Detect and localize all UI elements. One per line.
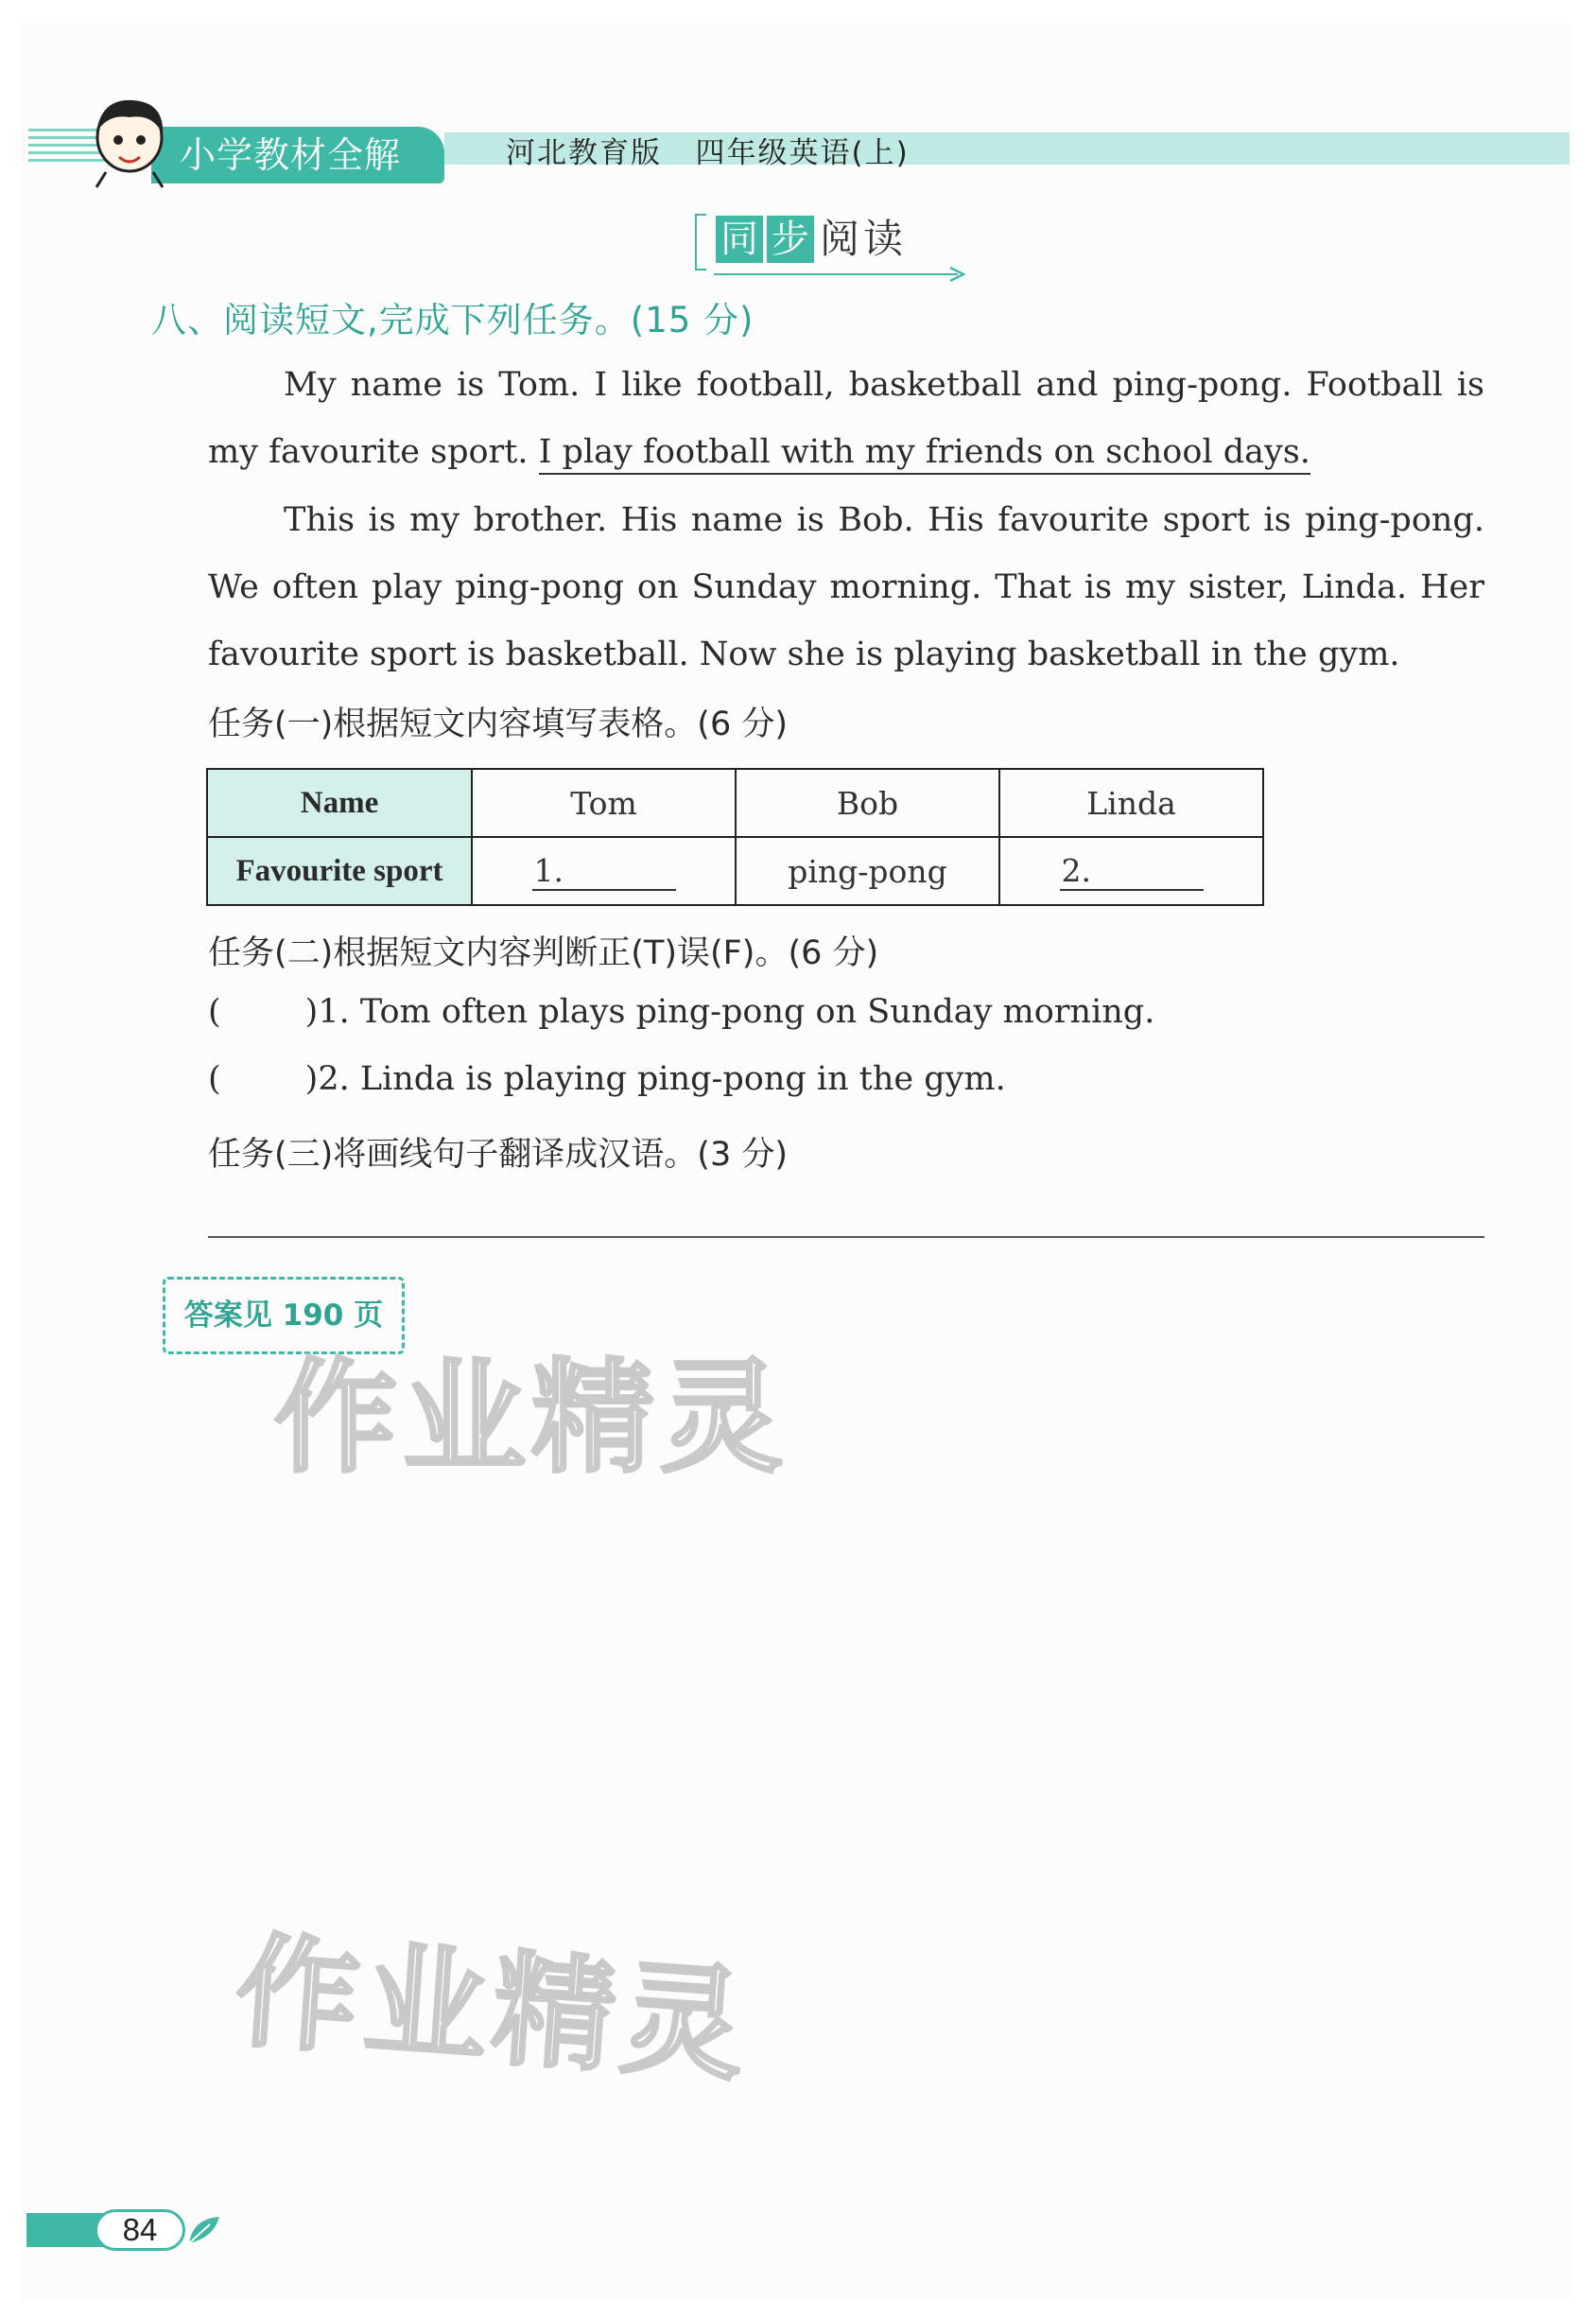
answer-line[interactable] <box>208 1236 1484 1238</box>
watermark: 作业精灵 <box>274 1346 789 1490</box>
watermark: 作业精灵 <box>231 1919 755 2099</box>
blank-label: 2. <box>1060 852 1204 891</box>
table-cell: ping-pong <box>736 837 999 905</box>
passage-paragraph-2: This is my brother. His name is Bob. His favourite sport is ping-pong. We often play ping-pong on Sunday morning. That is my sister, Linda. Her favourite sport is basketball. Now she is playing basketball in the gym. <box>208 501 1484 673</box>
underlined-sentence: I play football with my friends on school days. <box>539 433 1310 475</box>
table-cell: Linda <box>999 769 1263 837</box>
fill-in-table <box>206 768 1264 906</box>
table-head-sport: Favourite sport <box>207 837 472 905</box>
title-char-4: 读 <box>863 216 904 262</box>
judge-item-2[interactable]: ( )2. Linda is playing ping-pong in the gym. <box>208 1060 1006 1098</box>
title-char-2: 步 <box>767 216 814 263</box>
answer-reference-badge: 答案见 190 页 <box>163 1277 405 1354</box>
leaf-icon <box>185 2213 223 2247</box>
table-row <box>207 769 1263 837</box>
passage-paragraph-1 <box>208 352 1484 486</box>
task-1-label: 任务(一)根据短文内容填写表格。(6 分) <box>208 706 789 743</box>
edition-info: 河北教育版 四年级英语(上) <box>506 136 910 170</box>
title-bracket <box>695 214 706 270</box>
answer-blank-1[interactable] <box>472 837 736 905</box>
title-arrow-icon <box>714 265 969 284</box>
title-char-3: 阅 <box>820 216 860 262</box>
task-2-label: 任务(二)根据短文内容判断正(T)误(F)。(6 分) <box>208 934 879 972</box>
series-badge: 小学教材全解 <box>151 127 444 183</box>
paragraph-1-text: My name is Tom. I like football, basketball and ping-pong. Football is my favourite sport. <box>208 366 1484 471</box>
page-number: 84 <box>95 2209 185 2251</box>
table-cell: Bob <box>736 769 999 837</box>
answer-blank-2[interactable] <box>999 837 1263 905</box>
table-cell: Tom <box>472 769 736 837</box>
title-char-1: 同 <box>716 216 763 263</box>
table-row <box>207 837 1263 905</box>
question-heading: 八、阅读短文,完成下列任务。(15 分) <box>151 300 755 340</box>
table-head-name: Name <box>207 769 472 837</box>
blank-label: 1. <box>532 852 676 891</box>
judge-item-1[interactable]: ( )1. Tom often plays ping-pong on Sunday morning. <box>208 993 1155 1031</box>
mascot-icon <box>78 85 182 189</box>
task-3-label: 任务(三)将画线句子翻译成汉语。(3 分) <box>208 1136 789 1174</box>
